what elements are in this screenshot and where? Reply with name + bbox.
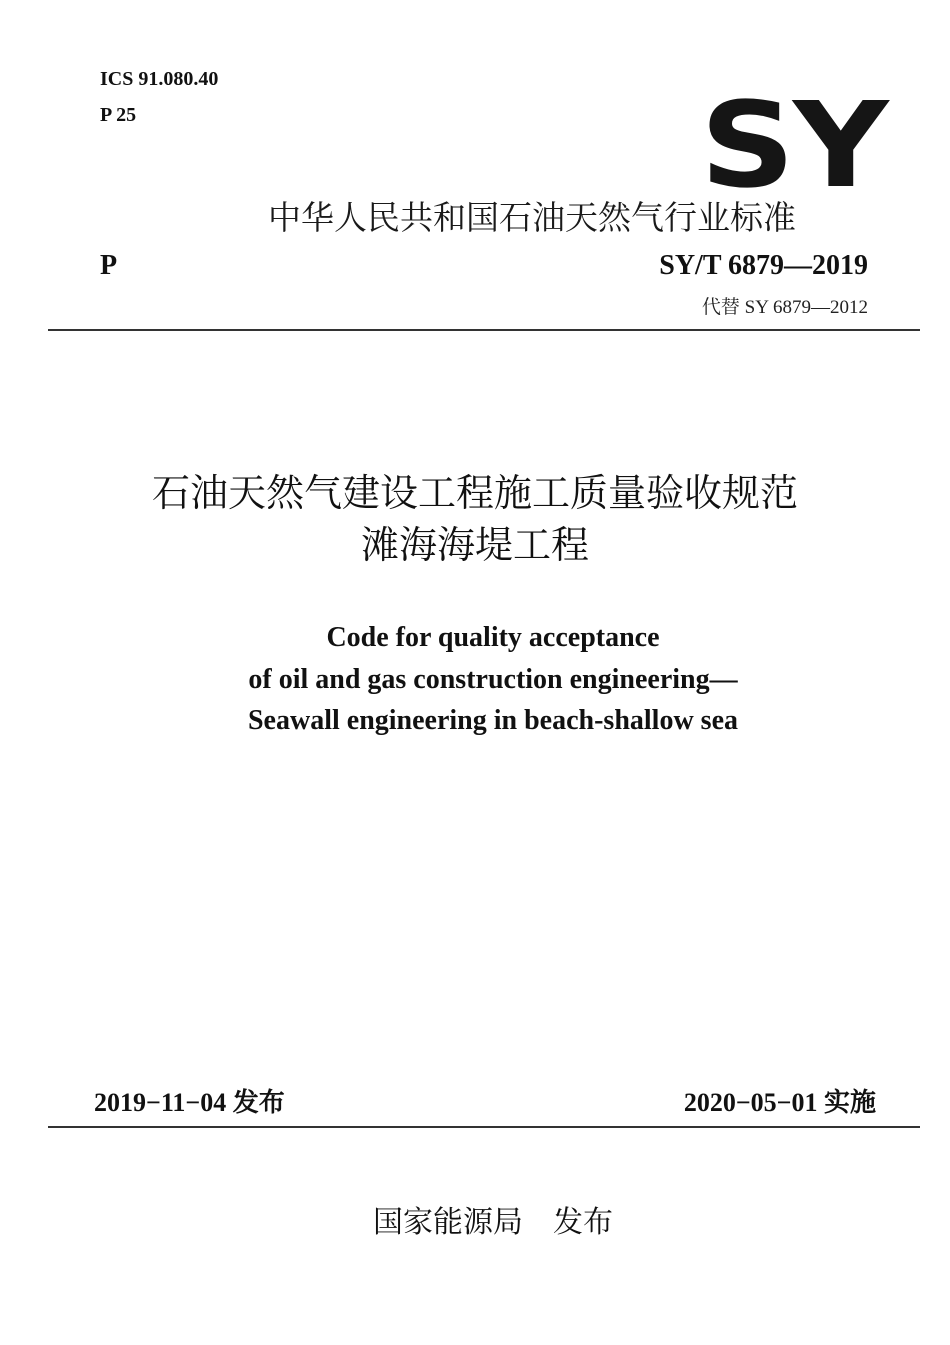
effective-date: 2020−05−01 实施: [683, 1088, 876, 1117]
ics-code: ICS 91.080.40: [100, 68, 219, 90]
ccs-code: P 25: [100, 104, 137, 126]
chinese-title-line-1: 石油天然气建设工程施工质量验收规范: [151, 471, 798, 515]
publisher: 国家能源局 发布: [373, 1205, 613, 1240]
sy-logo: SY: [700, 76, 887, 214]
english-title-line-3: Seawall engineering in beach-shallow sea: [247, 705, 738, 736]
standard-category-title: 中华人民共和国石油天然气行业标准: [268, 198, 796, 237]
replaces-note: 代替 SY 6879—2012: [701, 297, 868, 318]
bottom-divider: [48, 1126, 920, 1128]
english-title-line-1: Code for quality acceptance: [326, 622, 660, 653]
english-title-line-2: of oil and gas construction engineering—: [248, 664, 738, 695]
issue-date: 2019−11−04 发布: [94, 1088, 285, 1117]
top-divider: [48, 329, 920, 331]
chinese-title-line-2: 滩海海堤工程: [360, 523, 589, 567]
standard-number: SY/T 6879—2019: [659, 250, 868, 281]
class-letter: P: [100, 250, 118, 281]
